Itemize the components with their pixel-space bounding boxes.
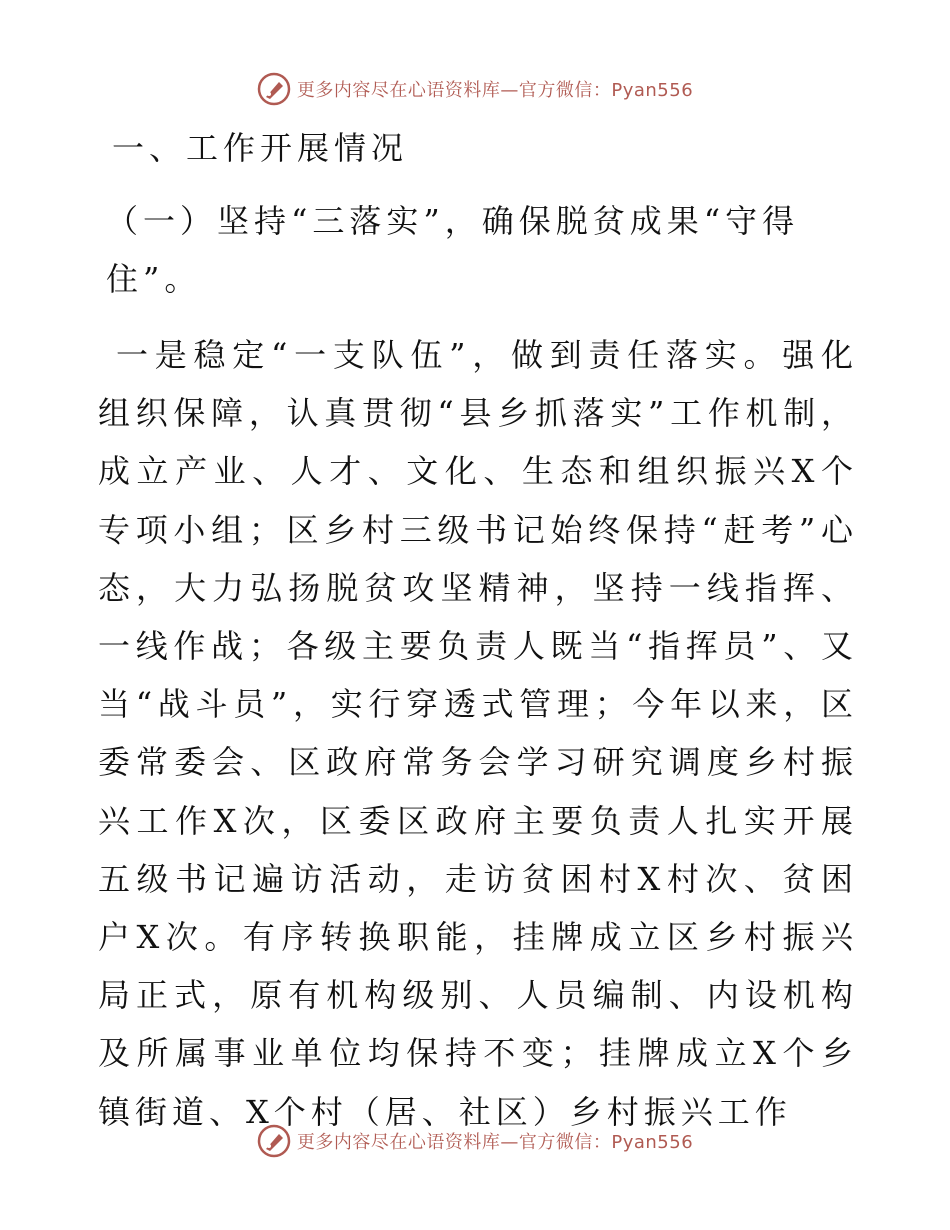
document-body (98, 122, 858, 1141)
header-watermark (0, 72, 950, 106)
pen-nib-logo-icon (257, 72, 291, 106)
footer-watermark (0, 1124, 950, 1158)
section-title: 一、工作开展情况 (112, 129, 409, 167)
watermark-text: 更多内容尽在心语资料库—官方微信：Pyan556 (296, 1132, 694, 1153)
pen-nib-logo-icon (257, 1124, 291, 1158)
body-paragraph: 一是稳定“一支队伍”，做到责任落实。强化组织保障，认真贯彻“县乡抓落实”工作机制，成立产业、人才、文化、生态和组织振兴X个专项小组；区乡村三级书记始终保持“赶考”心态，大力弘扬脱贫攻坚精神，坚持一线指挥、一线作战；各级主要负责人既当“指挥员”、又当“战斗员”，实行穿透式管理；今年以来，区委常委会、区政府常务会学习研究调度乡村振兴工作X次，区委区政府主要负责人扎实开展五级书记遍访活动，走访贫困村X村次、贫困户X次。有序转换职能，挂牌成立区乡村振兴局正式，原有机构级别、人员编制、内设机构及所属事业单位均保持不变；挂牌成立X个乡镇街道、X个村（居、社区）乡村振兴工作 (98, 336, 858, 1131)
watermark-text: 更多内容尽在心语资料库—官方微信：Pyan556 (296, 80, 694, 101)
subsection-title: （一）坚持“三落实”，确保脱贫成果“守得住”。 (106, 202, 800, 298)
